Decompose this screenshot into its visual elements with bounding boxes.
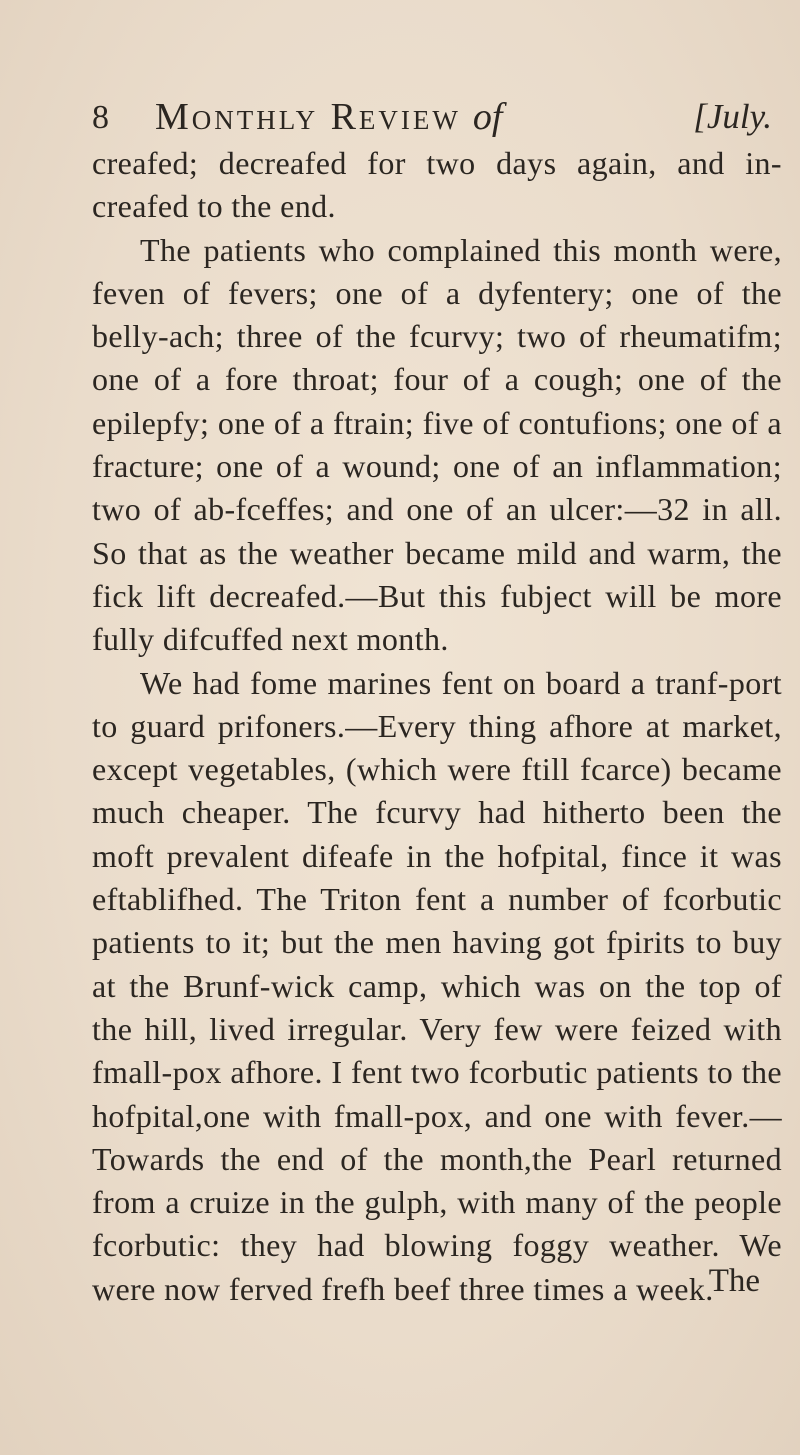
page-number: 8 xyxy=(92,99,109,136)
catchword: The xyxy=(708,1263,760,1299)
body-text xyxy=(92,142,782,1311)
running-title-suffix: of xyxy=(472,96,503,138)
running-title-text: Monthly Review xyxy=(155,96,461,138)
header-month: [July. xyxy=(693,97,772,136)
paragraph-patients: The patients who complained this month were, feven of fevers; one of a dyfentery; one of the belly-ach; three of the fcurvy; two of rheumatifm; one of a fore throat; four of a cough; one of the epilepfy; one of a ftrain; five of contufions; one of a fracture; one of a wound; one of an inflammation; two of ab-fceffes; and one of an ulcer:—32 in all. So that as the weather became mild and warm, the fick lift decreafed.—But this fubject will be more fully difcuffed next month. xyxy=(92,231,782,658)
page-header xyxy=(92,95,772,145)
paragraph-marines: We had fome marines fent on board a tranf-port to guard prifoners.—Every thing afhore at market, except vegetables, (which were ftill fcarce) became much cheaper. The fcurvy had hitherto been the moft prevalent difeafe in the hofpital, fince it was eftablifhed. The Triton fent a number of fcorbutic patients to it; but the men having got fpirits to buy at the Brunf-wick camp, which was on the top of the hill, lived irregular. Very few were feized with fmall-pox afhore. I fent two fcorbutic patients to the hofpital,one with fmall-pox, and one with fever.—Towards the end of the month,the Pearl returned from a cruize in the gulph, with many of the people fcorbutic: they had blowing foggy weather. We were now ferved frefh beef three times a week. xyxy=(92,664,782,1307)
paragraph-continuation: creafed; decreafed for two days again, and in-creafed to the end. xyxy=(92,145,782,225)
running-title xyxy=(155,95,502,139)
